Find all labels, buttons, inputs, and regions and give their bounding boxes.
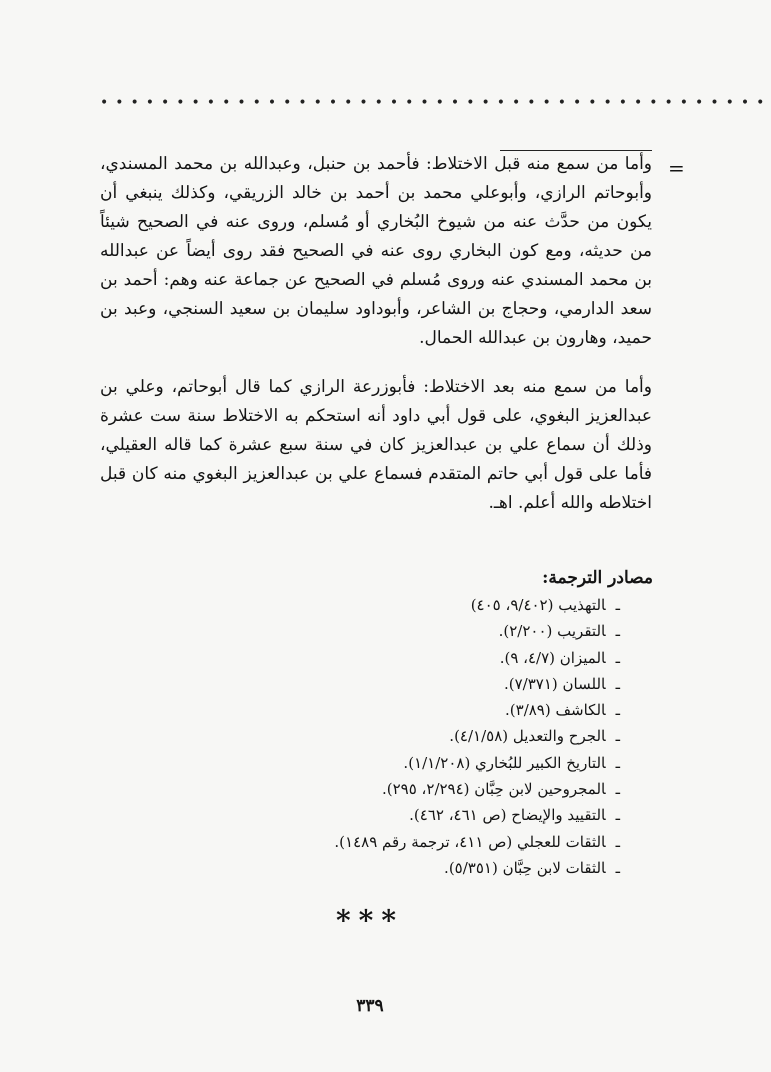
- source-item: ـ الميزان (٤/٧، ٩).: [200, 645, 620, 671]
- source-item: ـ اللسان (٧/٣٧١).: [200, 671, 620, 697]
- source-item: ـ الثقات للعجلي (ص ٤١١، ترجمة رقم ١٤٨٩).: [200, 829, 620, 855]
- paragraph-before-confusion: [100, 150, 652, 353]
- source-item: ـ التقييد والإيضاح (ص ٤٦١، ٤٦٢).: [200, 802, 620, 828]
- dotted-header-line: ••••••••••••••••••••••••••••••••••••••••••••: [100, 95, 771, 111]
- page-number: ٣٣٩: [356, 996, 384, 1016]
- sources-heading: مصادر الترجمة:: [542, 568, 653, 588]
- source-item: ـ التهذيب (٩/٤٠٢، ٤٠٥): [200, 592, 620, 618]
- source-item: ـ التاريخ الكبير للبُخاري (١/١/٢٠٨).: [200, 750, 620, 776]
- source-item: ـ الثقات لابن حِبَّان (٥/٣٥١).: [200, 855, 620, 881]
- source-item: ـ التقريب (٢/٢٠٠).: [200, 618, 620, 644]
- source-item: ـ المجروحين لابن حِبَّان (٢/٢٩٤، ٢٩٥).: [200, 776, 620, 802]
- source-item: ـ الكاشف (٣/٨٩).: [200, 697, 620, 723]
- paragraph-after-confusion: [100, 373, 652, 518]
- paragraph-text: وأما من سمع منه بعد الاختلاط: فأبوزرعة الرازي كما قال أبوحاتم، وعلي بن عبدالعزيز البغوي، على قول أبي داود أنه استحكم به الاختلاط سنة ست عشرة وذلك أن سماع علي بن عبدالعزيز كان في سنة سبع عشرة كما قاله العقيلي، فأما على قول أبي حاتم المتقدم فسماع علي بن عبدالعزيز البغوي منه كان قبل اختلاطه والله أعلم. اهـ.: [100, 377, 652, 513]
- section-separator: ***: [336, 904, 404, 937]
- margin-continuation-mark: =: [668, 156, 685, 180]
- paragraph-text: وأما من سمع منه قبل الاختلاط: فأحمد بن حنبل، وعبدالله بن محمد المسندي، وأبوحاتم الرازي، وأبوعلي محمد بن أحمد بن خالد الزريقي، وكذلك ينبغي أن يكون من حدَّث عنه من شيوخ البُخاري أو مُسلم، وروى عنه في الصحيح شيئاً من حديثه، ومع كون البخاري روى عنه في الصحيح فقد روى أيضاً عن عبدالله بن محمد المسندي عنه وروى مُسلم في الصحيح عن جماعة عنه وهم: أحمد بن سعد الدارمي، وحجاج بن الشاعر، وأبوداود سليمان بن سعيد السنجي، وعبد بن حميد، وهارون بن عبدالله الحمال.: [100, 154, 652, 348]
- source-item: ـ الجرح والتعديل (٤/١/٥٨).: [200, 723, 620, 749]
- sources-list: [200, 592, 620, 881]
